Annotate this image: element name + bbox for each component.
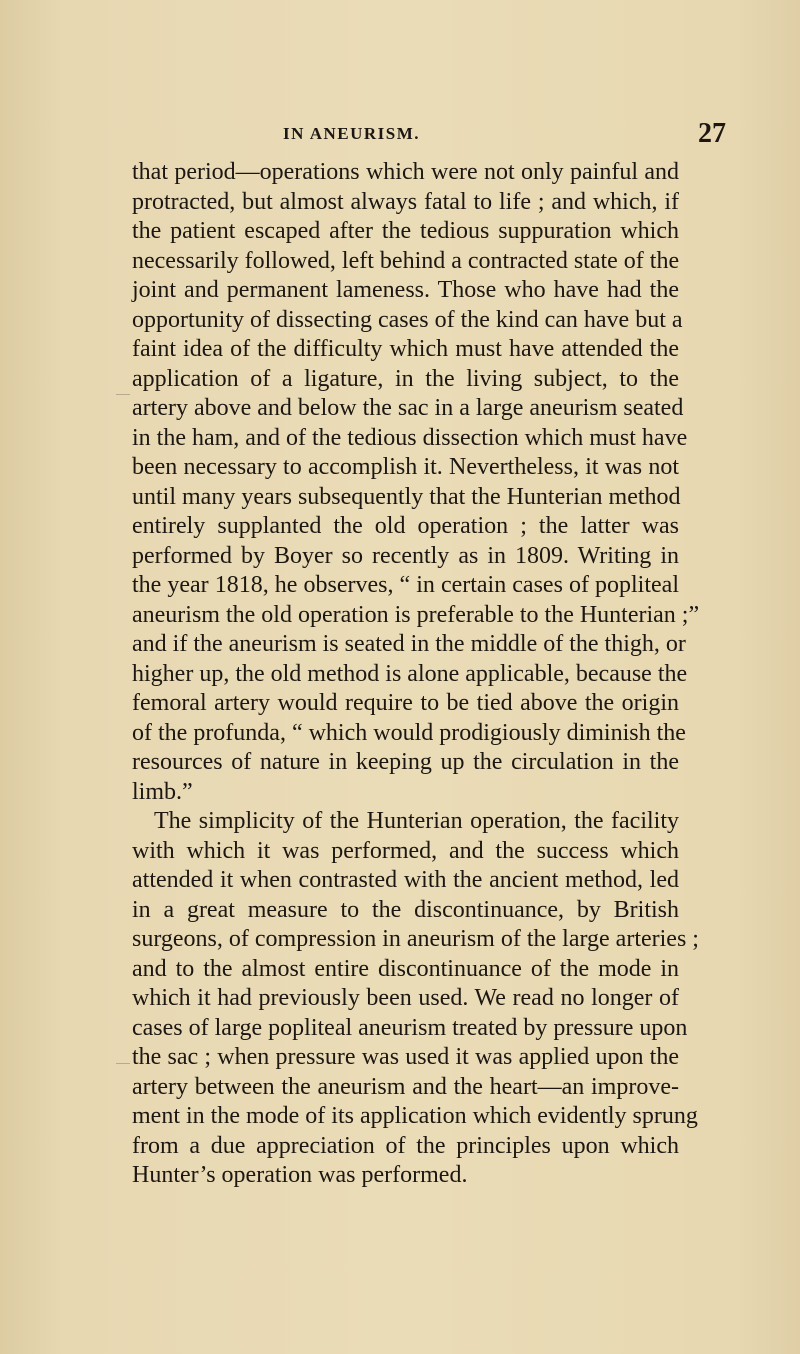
text-line: protracted, but almost always fatal to life ; and which, if xyxy=(132,188,679,215)
text-line: limb.” xyxy=(132,778,193,805)
margin-mark xyxy=(116,1063,130,1064)
paragraph-1 xyxy=(132,158,700,807)
text-line: in the ham, and of the tedious dissection which must have xyxy=(132,424,688,451)
text-line: the patient escaped after the tedious suppuration which xyxy=(132,218,679,244)
text-line: The simplicity of the Hunterian operation, the facility xyxy=(154,808,679,834)
text-line: and to the almost entire discontinuance of the mode in xyxy=(132,955,679,982)
text-line: resources of nature in keeping up the circulation in the xyxy=(132,749,679,775)
text-line: faint idea of the difficulty which must have attended the xyxy=(132,336,679,362)
text-line: ment in the mode of its application which evidently sprung xyxy=(132,1103,698,1129)
text-line: entirely supplanted the old operation ; the latter was xyxy=(132,513,679,539)
text-line: the year 1818, he observes, “ in certain cases of popliteal xyxy=(132,572,679,598)
text-line: which it had previously been used. We read no longer of xyxy=(132,985,679,1011)
text-line: artery above and below the sac in a large aneurism seated xyxy=(132,395,684,421)
text-line: cases of large popliteal aneurism treated by pressure upon xyxy=(132,1014,688,1041)
margin-mark xyxy=(116,394,130,395)
text-line: artery between the aneurism and the heart—an improve- xyxy=(132,1073,679,1100)
text-line: necessarily followed, left behind a contracted state of the xyxy=(132,247,680,274)
text-line: opportunity of dissecting cases of the kind can have but a xyxy=(132,306,683,333)
text-line: that period—operations which were not only painful and xyxy=(132,159,679,185)
text-line: until many years subsequently that the Hunterian method xyxy=(132,483,681,510)
text-line: in a great measure to the discontinuance, by British xyxy=(132,896,679,923)
text-line: attended it when contrasted with the ancient method, led xyxy=(132,867,679,893)
running-title: IN ANEURISM. xyxy=(283,124,421,143)
text-line: Hunter’s operation was performed. xyxy=(132,1162,468,1188)
text-line: aneurism the old operation is preferable to the Hunterian ;” xyxy=(132,601,700,628)
text-line: higher up, the old method is alone applicable, because the xyxy=(132,660,688,687)
text-line: application of a ligature, in the living subject, to the xyxy=(132,365,679,392)
text-line: with which it was performed, and the success which xyxy=(132,837,679,864)
running-head xyxy=(0,120,800,156)
text-line: and if the aneurism is seated in the middle of the thigh, or xyxy=(132,631,686,657)
text-line: femoral artery would require to be tied above the origin xyxy=(132,690,679,716)
text-line: from a due appreciation of the principles upon which xyxy=(132,1132,679,1159)
text-line: been necessary to accomplish it. Nevertheless, it was not xyxy=(132,454,679,480)
paragraph-2 xyxy=(132,807,699,1191)
text-line: joint and permanent lameness. Those who have had the xyxy=(132,277,679,303)
text-line: the sac ; when pressure was used it was applied upon the xyxy=(132,1044,679,1070)
text-line: surgeons, of compression in aneurism of the large arteries ; xyxy=(132,926,699,952)
body-text xyxy=(132,158,700,1191)
text-line: of the profunda, “ which would prodigiously diminish the xyxy=(132,719,686,746)
text-line: performed by Boyer so recently as in 1809. Writing in xyxy=(132,542,679,569)
page-number: 27 xyxy=(698,118,726,149)
